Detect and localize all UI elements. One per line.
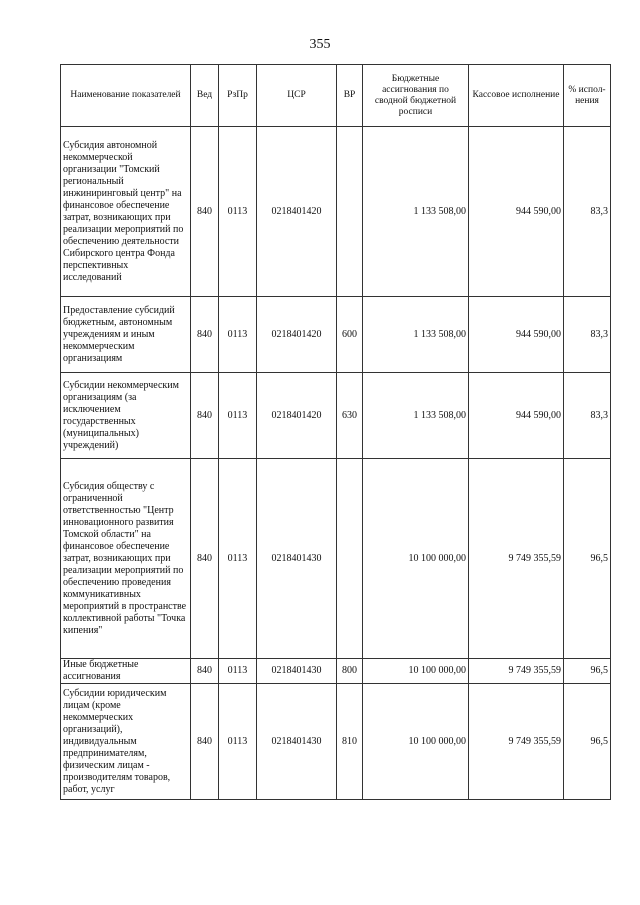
header-ved: Вед bbox=[191, 65, 219, 127]
row-cash: 9 749 355,59 bbox=[469, 684, 564, 800]
row-name: Субсидии юридическим лицам (кроме некоммерческих организаций), индивидуальным предпринимателям, физическим лицам - производителям товаров, работ, услуг bbox=[61, 684, 191, 800]
header-name: Наименование показателей bbox=[61, 65, 191, 127]
row-vr: 630 bbox=[337, 373, 363, 459]
row-ved: 840 bbox=[191, 684, 219, 800]
row-cash: 944 590,00 bbox=[469, 127, 564, 297]
row-percent: 96,5 bbox=[564, 459, 611, 659]
row-csr: 0218401420 bbox=[257, 297, 337, 373]
row-budget: 1 133 508,00 bbox=[363, 127, 469, 297]
row-ved: 840 bbox=[191, 373, 219, 459]
row-csr: 0218401430 bbox=[257, 684, 337, 800]
budget-execution-table bbox=[60, 64, 611, 800]
row-percent: 83,3 bbox=[564, 127, 611, 297]
row-rzpr: 0113 bbox=[219, 127, 257, 297]
row-ved: 840 bbox=[191, 297, 219, 373]
header-percent: % испол-нения bbox=[564, 65, 611, 127]
row-percent: 96,5 bbox=[564, 684, 611, 800]
row-cash: 9 749 355,59 bbox=[469, 659, 564, 684]
row-ved: 840 bbox=[191, 659, 219, 684]
row-name: Субсидия автономной некоммерческой организации "Томский региональный инжиниринговый центр" на финансовое обеспечение затрат, возникающих при реализации мероприятий по обеспечению деятельности Сибирского центра Фонда перспективных исследований bbox=[61, 127, 191, 297]
table-row bbox=[61, 659, 611, 684]
row-budget: 1 133 508,00 bbox=[363, 297, 469, 373]
row-percent: 83,3 bbox=[564, 297, 611, 373]
row-rzpr: 0113 bbox=[219, 659, 257, 684]
row-csr: 0218401420 bbox=[257, 127, 337, 297]
row-budget: 10 100 000,00 bbox=[363, 459, 469, 659]
page-number: 355 bbox=[309, 37, 331, 52]
row-vr: 600 bbox=[337, 297, 363, 373]
row-name: Предоставление субсидий бюджетным, автономным учреждениям и иным некоммерческим организациям bbox=[61, 297, 191, 373]
row-ved: 840 bbox=[191, 459, 219, 659]
row-ved: 840 bbox=[191, 127, 219, 297]
row-rzpr: 0113 bbox=[219, 684, 257, 800]
table-row bbox=[61, 297, 611, 373]
row-percent: 96,5 bbox=[564, 659, 611, 684]
row-rzpr: 0113 bbox=[219, 297, 257, 373]
header-budget: Бюджетные ассигнования по сводной бюджетной росписи bbox=[363, 65, 469, 127]
row-budget: 10 100 000,00 bbox=[363, 684, 469, 800]
row-name: Иные бюджетные ассигнования bbox=[61, 659, 191, 684]
row-name: Субсидия обществу с ограниченной ответственностью "Центр инновационного развития Томской области" на финансовое обеспечение затрат, возникающих при реализации мероприятий по обеспечению проведения коммуникативных мероприятий в пространстве коллективной работы "Точка кипения" bbox=[61, 459, 191, 659]
row-csr: 0218401430 bbox=[257, 459, 337, 659]
row-vr bbox=[337, 459, 363, 659]
row-budget: 1 133 508,00 bbox=[363, 373, 469, 459]
row-cash: 944 590,00 bbox=[469, 297, 564, 373]
row-budget: 10 100 000,00 bbox=[363, 659, 469, 684]
row-vr: 810 bbox=[337, 684, 363, 800]
row-percent: 83,3 bbox=[564, 373, 611, 459]
row-rzpr: 0113 bbox=[219, 373, 257, 459]
row-vr: 800 bbox=[337, 659, 363, 684]
table-row bbox=[61, 127, 611, 297]
row-name: Субсидии некоммерческим организациям (за исключением государственных (муниципальных) учреждений) bbox=[61, 373, 191, 459]
row-cash: 944 590,00 bbox=[469, 373, 564, 459]
table-row bbox=[61, 459, 611, 659]
row-csr: 0218401420 bbox=[257, 373, 337, 459]
row-vr bbox=[337, 127, 363, 297]
header-cash: Кассовое исполнение bbox=[469, 65, 564, 127]
header-rzpr: РзПр bbox=[219, 65, 257, 127]
header-csr: ЦСР bbox=[257, 65, 337, 127]
header-vr: ВР bbox=[337, 65, 363, 127]
row-rzpr: 0113 bbox=[219, 459, 257, 659]
table-row bbox=[61, 684, 611, 800]
table-row bbox=[61, 373, 611, 459]
row-cash: 9 749 355,59 bbox=[469, 459, 564, 659]
row-csr: 0218401430 bbox=[257, 659, 337, 684]
table-header-row bbox=[61, 65, 611, 127]
